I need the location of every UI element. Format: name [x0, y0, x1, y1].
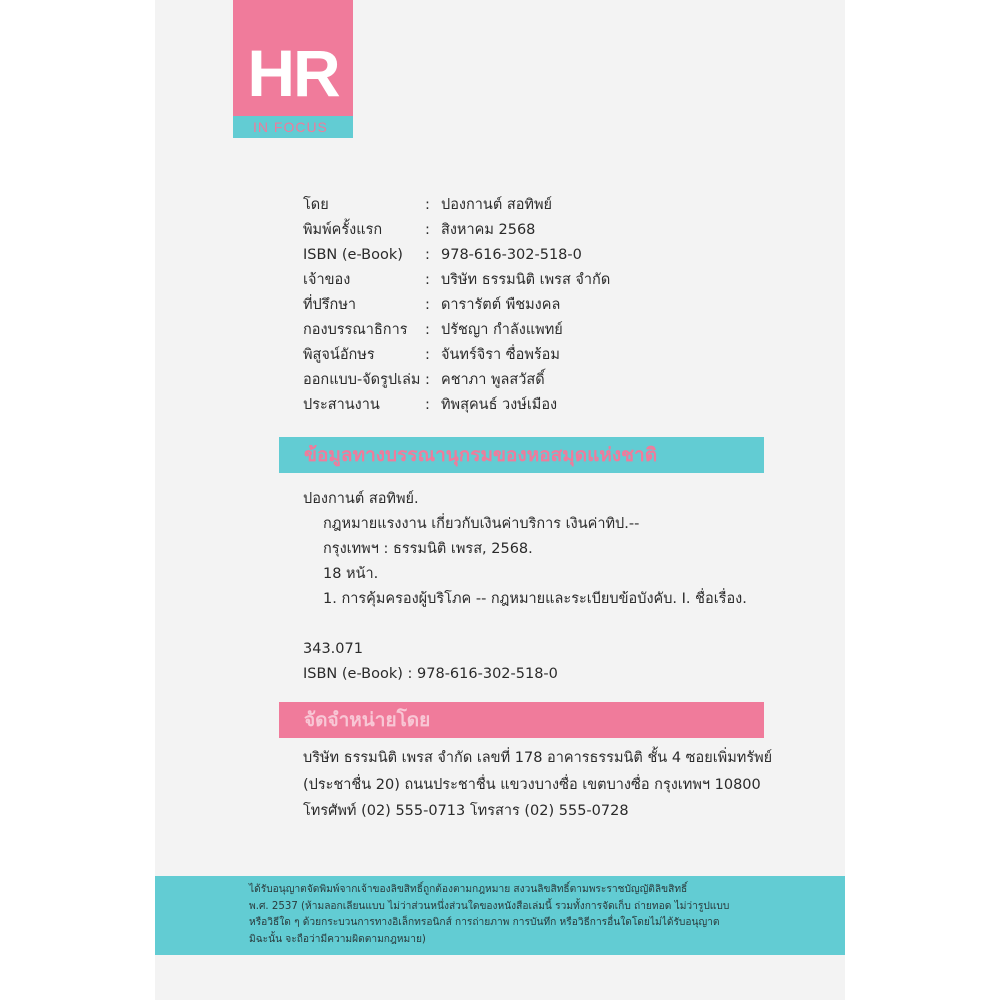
- credit-value: ปรัชญา กำลังแพทย์: [441, 322, 563, 338]
- credit-colon: :: [425, 247, 430, 263]
- credit-label: ISBN (e-Book): [303, 247, 403, 263]
- credits-list: [303, 193, 723, 418]
- credit-colon: :: [425, 272, 430, 288]
- catalog-subject: 1. การคุ้มครองผู้บริโภค -- กฎหมายและระเบียบข้อบังคับ. I. ชื่อเรื่อง.: [323, 591, 747, 607]
- credit-colon: :: [425, 222, 430, 238]
- credit-label: พิสูจน์อักษร: [303, 347, 375, 363]
- catalog-author: ปองกานต์ สอทิพย์.: [303, 491, 419, 507]
- credit-row: [303, 368, 723, 393]
- credit-row: [303, 293, 723, 318]
- copyright-notice: [249, 882, 749, 948]
- logo-subtitle: IN FOCUS: [253, 119, 328, 135]
- hr-in-focus-logo: [233, 0, 353, 138]
- distribution-address: [303, 745, 773, 825]
- credit-row: [303, 268, 723, 293]
- credit-label: พิมพ์ครั้งแรก: [303, 222, 383, 238]
- copyright-footer: [155, 876, 845, 955]
- credit-label: เจ้าของ: [303, 272, 351, 288]
- credit-row: [303, 343, 723, 368]
- credit-value: ดารารัตต์ พืชมงคล: [441, 297, 561, 313]
- catalog-heading: ข้อมูลทางบรรณานุกรมของหอสมุดแห่งชาติ: [279, 437, 764, 473]
- distribution-line: โทรศัพท์ (02) 555-0713 โทรสาร (02) 555-0728: [303, 803, 629, 819]
- credit-colon: :: [425, 372, 430, 388]
- catalog-title: กฎหมายแรงงาน เกี่ยวกับเงินค่าบริการ เงินค่าทิป.--: [323, 516, 640, 532]
- credit-colon: :: [425, 197, 430, 213]
- credit-label: ที่ปรึกษา: [303, 297, 357, 313]
- credit-label: ประสานงาน: [303, 397, 380, 413]
- copyright-line: หรือวิธีใด ๆ ด้วยกระบวนการทางอิเล็กทรอนิกส์ การถ่ายภาพ การบันทึก หรือวิธีการอื่นใดโดยไม่ได้รับอนุญาต: [249, 917, 720, 928]
- catalog-classification: 343.071: [303, 641, 363, 657]
- credit-row: [303, 243, 723, 268]
- credit-value: คชาภา พูลสวัสดิ์: [441, 372, 545, 388]
- distribution-line: (ประชาชื่น 20) ถนนประชาชื่น แขวงบางซื่อ เขตบางซื่อ กรุงเทพฯ 10800: [303, 776, 761, 793]
- credit-row: [303, 193, 723, 218]
- credit-row: [303, 318, 723, 343]
- credit-row: [303, 218, 723, 243]
- credit-value: ปองกานต์ สอทิพย์: [441, 197, 553, 213]
- catalog-record: [303, 487, 803, 687]
- credit-value: บริษัท ธรรมนิติ เพรส จำกัด: [441, 272, 611, 288]
- credit-colon: :: [425, 347, 430, 363]
- catalog-isbn: ISBN (e-Book) : 978-616-302-518-0: [303, 666, 558, 682]
- credit-value: 978-616-302-518-0: [441, 247, 582, 263]
- document-page: [155, 0, 845, 1000]
- copyright-line: ได้รับอนุญาตจัดพิมพ์จากเจ้าของลิขสิทธิ์ถูกต้องตามกฎหมาย สงวนลิขสิทธิ์ตามพระราชบัญญัติลิขสิทธิ์: [249, 884, 688, 895]
- credit-value: ทิพสุคนธ์ วงษ์เมือง: [441, 397, 558, 413]
- credit-colon: :: [425, 397, 430, 413]
- catalog-publisher: กรุงเทพฯ : ธรรมนิติ เพรส, 2568.: [323, 541, 533, 557]
- credit-label: ออกแบบ-จัดรูปเล่ม: [303, 372, 421, 388]
- catalog-spacer: [303, 612, 803, 637]
- credit-value: จันทร์จิรา ซื่อพร้อม: [441, 347, 560, 363]
- copyright-line: พ.ศ. 2537 (ห้ามลอกเลียนแบบ ไม่ว่าส่วนหนึ่งส่วนใดของหนังสือเล่มนี้ รวมทั้งการจัดเก็บ ถ่ายทอด ไม่ว่ารูปแบบ: [249, 900, 730, 912]
- credit-colon: :: [425, 297, 430, 313]
- distribution-line: บริษัท ธรรมนิติ เพรส จำกัด เลขที่ 178 อาคารธรรมนิติ ชั้น 4 ซอยเพิ่มทรัพย์: [303, 750, 773, 766]
- distribution-heading: จัดจำหน่ายโดย: [279, 702, 764, 738]
- credit-value: สิงหาคม 2568: [441, 222, 536, 238]
- credit-label: โดย: [303, 197, 329, 213]
- logo-title: HR: [247, 36, 339, 110]
- logo-teal-strip: [233, 116, 353, 138]
- credit-label: กองบรรณาธิการ: [303, 322, 408, 338]
- credit-row: [303, 393, 723, 418]
- credit-colon: :: [425, 322, 430, 338]
- copyright-line: มิฉะนั้น จะถือว่ามีความผิดตามกฎหมาย): [249, 933, 426, 945]
- catalog-pages: 18 หน้า.: [323, 566, 379, 582]
